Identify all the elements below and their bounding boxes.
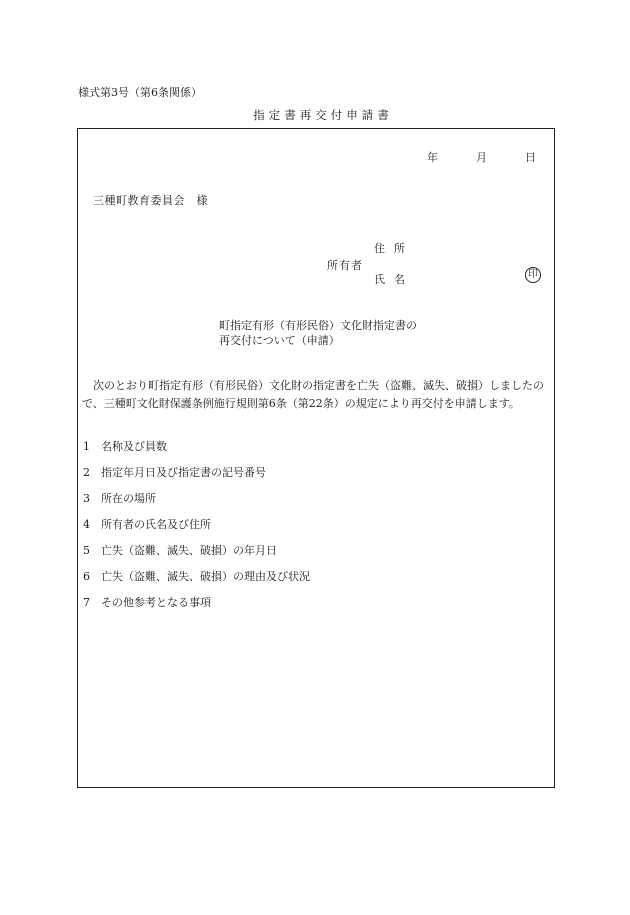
list-item (83, 492, 310, 518)
body-line-1: 次のとおり町指定有形（有形民俗）文化財の指定書を亡失（盗難、滅失、破損）しましたの (93, 379, 544, 392)
date-day-label: 日 (525, 151, 536, 164)
list-item (83, 466, 310, 492)
seal-mark: 印 (525, 267, 541, 283)
item-text: 所有者の氏名及び住所 (101, 518, 211, 531)
subject-line-2: 再交付について（申請） (219, 334, 340, 347)
document-title: 指定書再交付申請書 (253, 108, 393, 122)
item-number: 3 (83, 492, 90, 505)
date-line (427, 149, 536, 165)
item-number: 6 (83, 570, 90, 583)
form-number: 様式第3号（第6条関係） (78, 86, 202, 99)
item-text: 指定年月日及び指定書の記号番号 (101, 466, 266, 479)
item-list (83, 440, 310, 622)
list-item (83, 440, 310, 466)
item-number: 1 (83, 440, 90, 453)
item-text: 亡失（盗難、滅失、破損）の理由及び状況 (101, 570, 310, 583)
body-text (82, 377, 552, 413)
address-label: 住所 (374, 242, 414, 255)
item-number: 5 (83, 544, 90, 557)
item-text: 亡失（盗難、滅失、破損）の年月日 (101, 544, 277, 557)
item-text: その他参考となる事項 (101, 596, 211, 609)
item-text: 名称及び員数 (101, 440, 167, 453)
item-number: 4 (83, 518, 90, 531)
date-month-label: 月 (476, 151, 487, 164)
list-item (83, 544, 310, 570)
item-text: 所在の場所 (101, 492, 156, 505)
name-label: 氏名 (374, 273, 414, 286)
subject-line-1: 町指定有形（有形民俗）文化財指定書の (219, 319, 417, 332)
body-line-2: で、三種町文化財保護条例施行規則第6条（第22条）の規定により再交付を申請します。 (82, 397, 520, 410)
list-item (83, 570, 310, 596)
list-item (83, 518, 310, 544)
owner-label: 所有者 (327, 259, 363, 272)
date-year-label: 年 (427, 151, 438, 164)
subject (219, 318, 417, 348)
form-frame (77, 128, 555, 788)
item-number: 2 (83, 466, 90, 479)
list-item (83, 596, 310, 622)
item-number: 7 (83, 596, 90, 609)
addressee: 三種町教育委員会 様 (93, 194, 208, 207)
